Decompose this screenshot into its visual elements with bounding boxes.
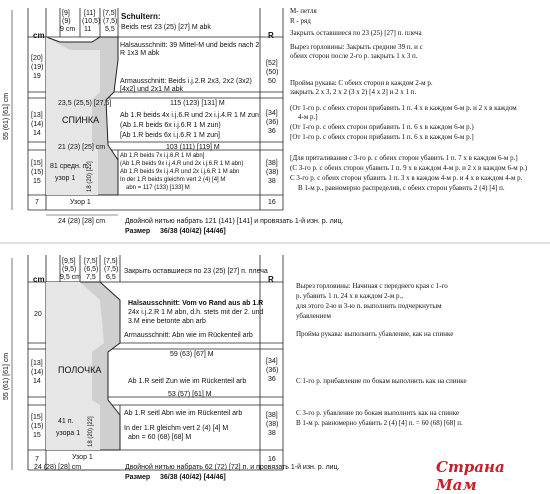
- rows-1: [52]: [266, 60, 278, 67]
- decrease-2: (Ab 1.R beids 9x i.j.4.R und 2x i.j.6.R 1 M abn): [120, 161, 244, 167]
- shoulder-heading: Schultern:: [121, 12, 161, 21]
- ru-front-neck-4: убавлением: [296, 312, 331, 320]
- rows-5: (36): [266, 119, 279, 126]
- front-shoulder-r-3: 7,5: [86, 274, 96, 281]
- front-shoulder-cm-1: [9,5]: [62, 258, 76, 265]
- front-rows-1: [34]: [266, 358, 278, 365]
- front-total-height: 55 (61) [61] cm: [3, 352, 10, 400]
- ru-shoulder: Закрыть оставшиеся по 23 (25) [27] п. плеча: [290, 29, 422, 37]
- neck-instruction: Halsausschnitt: 39 Mittel-M und beids nach 2 R 1x3 M abk: [120, 42, 260, 58]
- waist-stitch-count: 103 (111) [119] M: [166, 144, 220, 151]
- ru-front-dec-2: В 1-м р. равномерно убавить 2 (4) [4] п. = 60 (68) [68] п.: [296, 419, 463, 427]
- center-stitches: 81 средн. п.: [50, 163, 89, 170]
- ru-arm-1: Пройма рукава: С обеих сторон в каждом 2-м р.: [290, 79, 433, 87]
- shoulder-r-2: (10,5): [82, 18, 101, 25]
- pattern-1-label: Узор 1: [70, 199, 91, 206]
- ru-inc-2: 4-м р.]: [298, 113, 318, 121]
- front-decrease-3: abn = 60 (68) [68] M: [128, 434, 192, 441]
- ru-front-neck-1: Вырез горловины: Начиная с переднего края с 1-го: [296, 282, 448, 290]
- ru-arm-2: закрыть 2 х 3, 2 х 2 (3 х 2) [4 х 2] и 2 х 1 п.: [290, 88, 417, 96]
- legend-row: R - ряд: [290, 17, 311, 25]
- front-neck-3: 3.M eine betonte abn arb: [128, 318, 206, 325]
- front-shoulder-cm-3: 9,5 cm: [60, 274, 82, 281]
- total-height: 55 (61) [61] cm: [3, 92, 10, 140]
- front-shoulder-r-2: (6,5): [84, 266, 99, 273]
- ru-front-neck-3: для этого 2-ю и 3-ю п. выполнить подчеркнутым: [296, 302, 442, 310]
- rows-header-2: R: [268, 275, 274, 284]
- ru-front-dec-1: С 3-го р. убавление по бокам выполнить как на спинке: [296, 409, 460, 417]
- front-height-3: (14): [31, 369, 44, 376]
- ru-front-inc: С 1-го р. прибавление по бокам выполнить как на спинке: [296, 377, 467, 385]
- shoulder-cm-4: [7,5]: [103, 10, 117, 17]
- rows-10: 16: [268, 199, 276, 206]
- ru-neck-1: Вырез горловины: Закрыть средние 39 п. и с: [290, 43, 423, 51]
- front-pattern-2: узора 1: [56, 430, 81, 437]
- height-cm-6: 14: [33, 130, 41, 137]
- front-side-cm: 18 (20) [22]: [88, 416, 94, 447]
- front-shoulder-cm-4: [7,5]: [104, 258, 118, 265]
- height-cm-7: [15]: [31, 160, 43, 167]
- rows-header: R: [268, 31, 274, 40]
- ru-dec-4: В 1-м р., равномерно распределив, с обеих сторон убавить 2 (4) [4] п.: [298, 184, 505, 192]
- ru-front-arm: Пройма рукава: выполнить убавление, как на спинке: [296, 330, 454, 338]
- shoulder-r-3: 11: [84, 26, 92, 33]
- rows-3: 50: [268, 78, 276, 85]
- upper-stitch-count: 115 (123) [131] M: [170, 100, 225, 107]
- front-decrease-1: Ab 1.R seitl Abn wie im Rückenteil arb: [124, 410, 243, 417]
- ru-inc-4: [От 1-го р. с обеих сторон прибавить 1 п. 6 х в каждом 6-м р.]: [290, 133, 474, 141]
- size-label: Размер: [125, 228, 151, 235]
- front-height-8: 7: [35, 456, 39, 463]
- base-width: 24 (28) [28] cm: [58, 218, 106, 225]
- front-height-5: [15]: [31, 414, 43, 421]
- cast-on-note: Двойной нитью набрать 121 (141) [141] и провязать 1-й изн. р. лиц.: [125, 218, 344, 225]
- ru-inc-1: (От 1-го р. с обеих сторон прибавить 1 п. 4 х в каждом 6-м р. и 2 х в каждом: [290, 104, 517, 112]
- decrease-5: abn = 117 (133) [133] M: [126, 185, 190, 191]
- front-rows-3: 36: [268, 376, 276, 383]
- cm-header-2: cm: [33, 275, 45, 284]
- side-cm: 18 (20) [22]: [87, 161, 93, 192]
- front-height-6: (15): [31, 423, 44, 430]
- front-pattern-1: Узор 1: [72, 454, 93, 461]
- front-cast-on: Двойной нитью набрать 62 (72) [72] п. и провязать 1-й изн. р. лиц.: [125, 464, 340, 471]
- front-size-value: 36/38 (40/42) [44/46]: [160, 474, 226, 481]
- ru-neck-2: обеих сторон после 2-го р. закрыть 1 х 3 п.: [290, 52, 418, 60]
- decrease-3: Ab 1.R beids 9x i.j.4.R und 2x i.j.6.R 1 M abn: [120, 169, 240, 175]
- front-upper-count: 59 (63) [67] M: [170, 351, 214, 358]
- front-height-7: 15: [33, 432, 41, 439]
- front-size-label: Размер: [125, 474, 151, 481]
- shoulder-cm-5: (7,5): [103, 18, 118, 25]
- ru-dec-2: (С 3-го р. с обеих сторон убавить 1 п. 9 х в каждом 4-м р. и 2 х в каждом 6-м р.): [290, 164, 528, 172]
- front-height-1: 20: [34, 311, 42, 318]
- site-watermark: Страна Мам: [436, 458, 505, 494]
- height-cm-10: 7: [35, 199, 39, 206]
- height-cm-4: [13]: [31, 112, 43, 119]
- rows-8: (38): [266, 169, 279, 176]
- height-cm-9: 15: [33, 178, 41, 185]
- ru-dec-1: [Для приталивания с 3-го р. с обеих сторон убавить 1 п. 7 х в каждом 6-м р.]: [290, 154, 518, 162]
- front-waist-count: 53 (57) [61] M: [168, 391, 212, 398]
- height-cm-5: (14): [31, 121, 44, 128]
- front-shoulder-text: Закрыть оставшиеся по 23 (25) [27] п. плеча: [124, 268, 268, 275]
- increase-3: [Ab 1.R beids 6x i.j.6.R 1 M zun]: [120, 132, 220, 139]
- front-neck-1: Halsausschnitt: Vom vo Rand aus ab 1.R: [128, 300, 264, 307]
- ru-inc-3: (От 1-го р. с обеих сторон прибавить 1 п. 6 х в каждом 6-м р.): [290, 123, 474, 131]
- cm-header: cm: [33, 31, 45, 40]
- rows-7: [38]: [266, 160, 278, 167]
- armhole-instruction: Armausschnitt: Beids i.j.2.R 2x3, 2x2 (3x2) [4x2] und 2x1 M abk: [120, 78, 252, 94]
- front-base-width: 24 (28) [28] cm: [34, 464, 82, 471]
- front-center: 41 п.: [58, 418, 74, 425]
- shoulder-r-1: [11]: [84, 10, 96, 17]
- shoulder-text: Beids rest 23 (25) [27] M abk: [121, 24, 211, 31]
- increase-1: Ab 1.R beids 4x i.j.6.R und 2x i.j.4.R 1 M zun: [120, 112, 259, 119]
- rows-2: (50): [266, 69, 279, 76]
- rows-9: 38: [268, 178, 276, 185]
- front-rows-2: (36): [266, 367, 279, 374]
- upper-width: 23,5 (25,5) [27,5]: [58, 100, 112, 107]
- front-decrease-2: In der 1.R gleichm vert 2 (4) [4] M: [124, 425, 229, 432]
- legend-stitch: М- петля: [290, 7, 317, 15]
- piece-label-back: СПИНКА: [62, 115, 100, 125]
- height-cm-1: [20]: [31, 55, 43, 62]
- height-cm-2: (19): [31, 64, 44, 71]
- front-shoulder-cm-2: (9,5): [62, 266, 77, 273]
- decrease-1: Ab 1.R beids 7x i.j.6.R 1 M abn]: [120, 153, 205, 159]
- increase-2: (Ab 1.R beids 6x i.j.6.R 1 M zun): [120, 122, 221, 129]
- size-value: 36/38 (40/42) [44/46]: [160, 228, 226, 235]
- ru-dec-3: С 3-го р. с обеих сторон убавить 1 п. 3 х в каждом 4-м р. и 4 х в каждом 4-м р.: [290, 174, 523, 182]
- front-armhole: Armausschnitt: Abn wie im Rückenteil arb: [124, 332, 253, 339]
- front-neck-2: 24x i.j.2.R 1 M abn, d.h. stets mit der 2. und: [128, 309, 264, 316]
- shoulder-cm-6: 5,5: [105, 26, 115, 33]
- height-cm-3: 19: [33, 73, 41, 80]
- front-rows-5: (38): [266, 421, 279, 428]
- height-cm-8: (15): [31, 169, 44, 176]
- shoulder-cm-1: [9]: [62, 10, 70, 17]
- piece-label-front: ПОЛОЧКА: [58, 365, 102, 375]
- shoulder-cm-2: (9): [62, 18, 71, 25]
- front-shoulder-cm-6: 6,5: [106, 274, 116, 281]
- front-rows-7: 16: [268, 456, 276, 463]
- rows-4: [34]: [266, 110, 278, 117]
- shoulder-cm-3: 9 cm: [60, 26, 76, 33]
- front-rows-4: [38]: [266, 412, 278, 419]
- front-shoulder-r-1: [7,5]: [84, 258, 98, 265]
- pattern-2-label: узор 1: [55, 175, 76, 182]
- front-rows-6: 38: [268, 430, 276, 437]
- rows-6: 36: [268, 128, 276, 135]
- front-height-2: [13]: [31, 360, 43, 367]
- decrease-4: In der 1.R beids gleichm vert 2 (4) [4] M: [120, 177, 226, 183]
- front-shoulder-cm-5: (7,5): [104, 266, 119, 273]
- waist-width: 21 (23) [25] cm: [58, 144, 106, 151]
- front-height-4: 14: [33, 378, 41, 385]
- ru-front-neck-2: р. убавить 1 п. 24 х в каждом 2-м р.,: [296, 292, 404, 300]
- front-increase: Ab 1.R seitl Zun wie im Rückenteil arb: [128, 378, 247, 385]
